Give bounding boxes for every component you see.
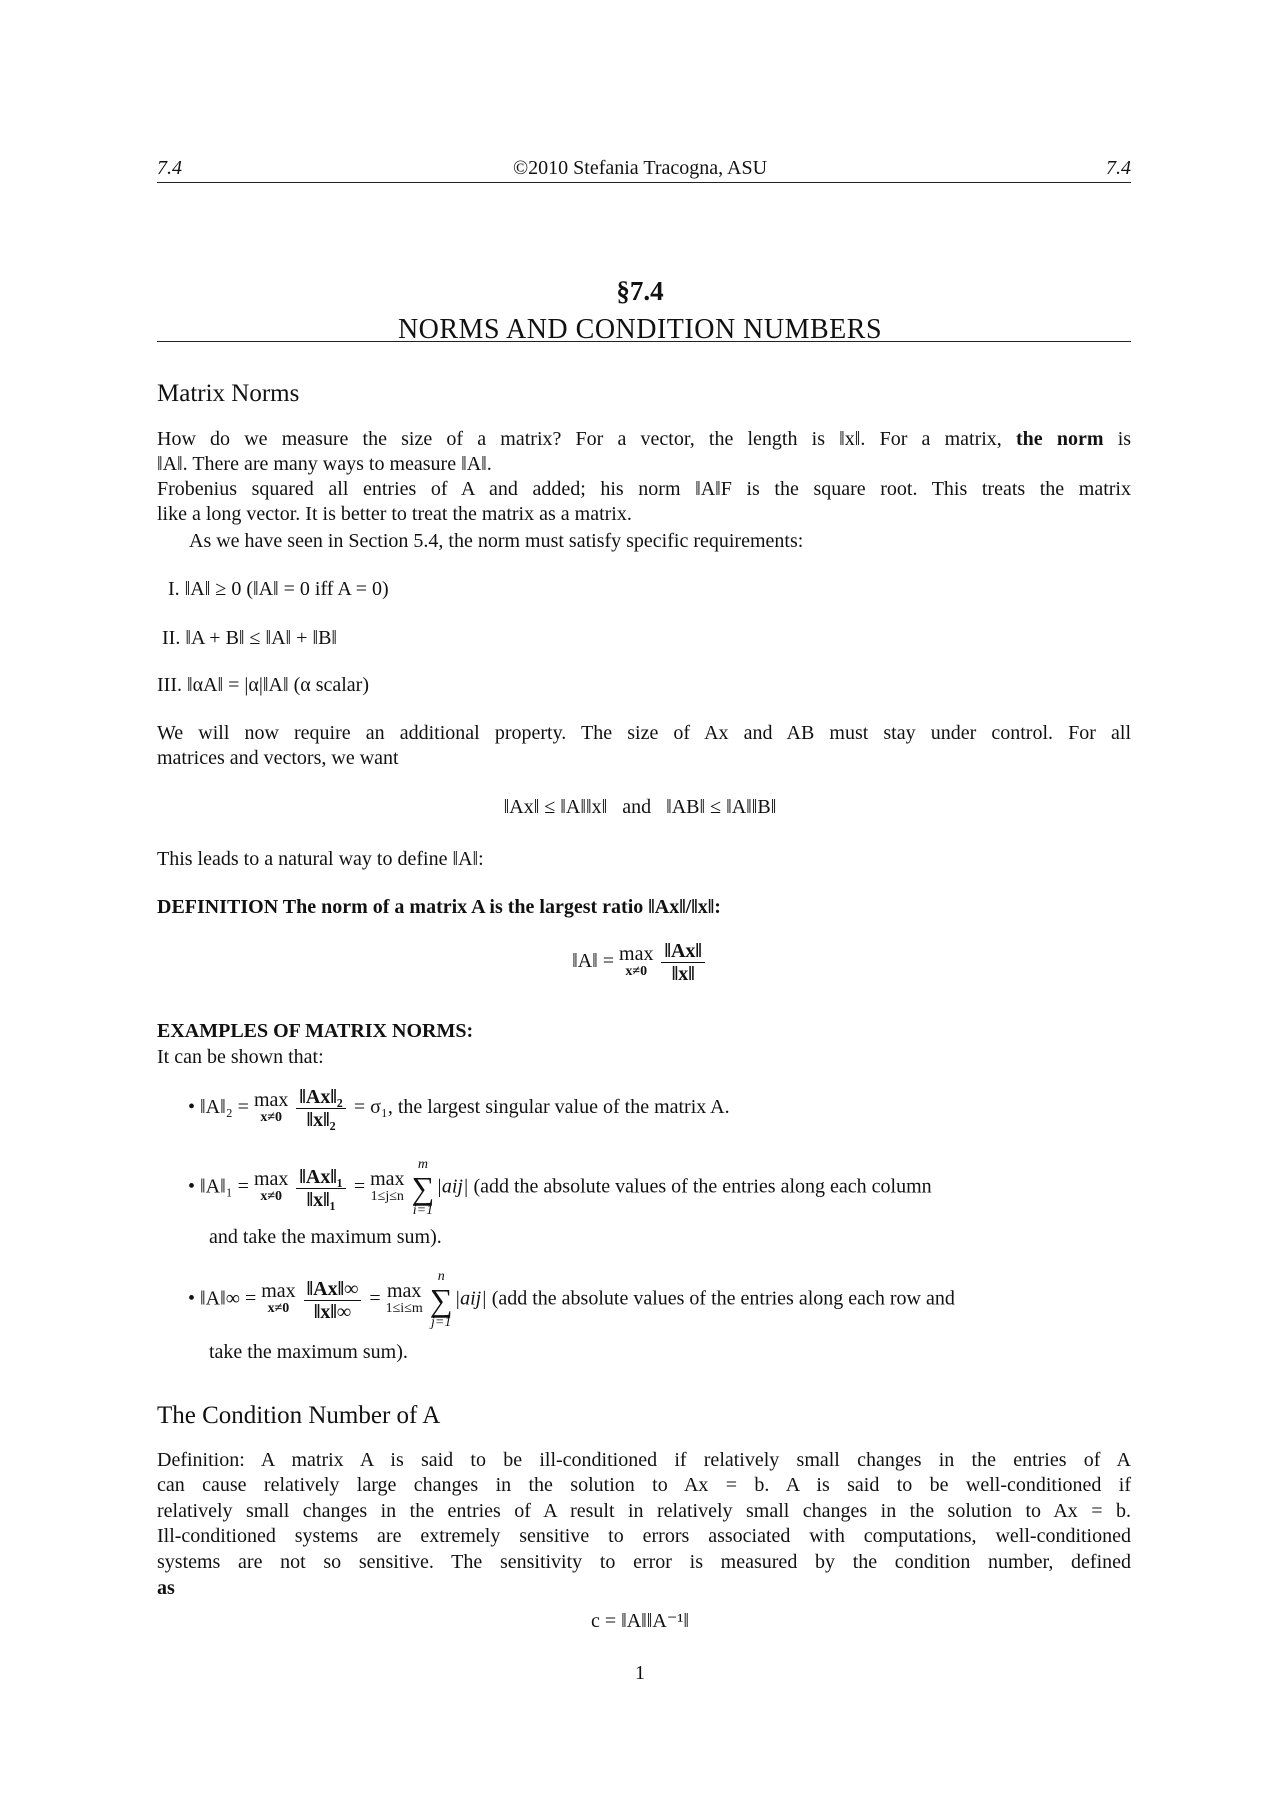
example-1-norm: • ‖A‖₁ = max x≠0 $\frac{\text{‖Ax‖₁}}{\text{‖x‖₁}}$ = max 1≤j≤n m ∑ i=1 |aij| (add the absolute values of the entries along each column (188, 1157, 932, 1218)
section-title: NORMS AND CONDITION NUMBERS (397, 314, 883, 345)
condition-line: Ill-conditioned systems are extremely sensitive to errors associated with computations, well-conditioned (157, 1525, 1131, 1547)
title-rule (157, 341, 1131, 342)
section-number: §7.4 (616, 276, 664, 306)
condition-line: relatively small changes in the entries of A result in relatively small changes in the solution to Ax = b. (157, 1500, 1131, 1522)
requirement-item: III. ‖αA‖ = |α|‖A‖ (α scalar) (157, 674, 370, 696)
condition-line: as (157, 1577, 175, 1599)
condition-number-formula: c = ‖A‖‖A⁻¹‖ (590, 1610, 690, 1632)
condition-line: systems are not so sensitive. The sensitivity to error is measured by the condition number, defined (157, 1551, 1131, 1573)
condition-line: can cause relatively large changes in the solution to Ax = b. A is said to be well-conditioned if (157, 1474, 1131, 1496)
page-number: 1 (635, 1662, 645, 1684)
paragraph-line: like a long vector. It is better to treat the matrix as a matrix. (157, 503, 632, 525)
display-norm-definition: ‖A‖ = max x≠0 $\frac{‖Ax‖}{‖x‖}$ (0, 940, 1280, 985)
heading-examples: EXAMPLES OF MATRIX NORMS: (157, 1020, 474, 1042)
example-inf-norm: • ‖A‖∞ = max x≠0 $\frac{‖Ax‖\infty}{‖x‖\infty}$ = max 1≤i≤m n ∑ j=1 |aij| (add the absolute values of the entries along each row and (188, 1269, 955, 1330)
paragraph-line: Frobenius squared all entries of A and added; his norm ‖A‖F is the square root. This treats the matrix (157, 478, 1131, 500)
header-rule (157, 182, 1131, 183)
condition-line: Definition: A matrix A is said to be ill-conditioned if relatively small changes in the entries of A (157, 1449, 1131, 1471)
header-right: 7.4 (1106, 157, 1131, 179)
header-center: ©2010 Stefania Tracogna, ASU (512, 157, 768, 179)
requirement-item: I. ‖A‖ ≥ 0 (‖A‖ = 0 iff A = 0) (168, 578, 389, 600)
requirement-item: II. ‖A + B‖ ≤ ‖A‖ + ‖B‖ (162, 627, 338, 649)
display-inequality: ‖Ax‖ ≤ ‖A‖‖x‖ and ‖AB‖ ≤ ‖A‖‖B‖ (503, 796, 777, 818)
paragraph-line: How do we measure the size of a matrix? For a vector, the length is ‖x‖. For a matrix, the norm is (157, 428, 1132, 450)
paragraph-line: We will now require an additional property. The size of Ax and AB must stay under control. For all (157, 722, 1131, 744)
example-1-norm-continued: and take the maximum sum). (209, 1226, 442, 1248)
paragraph-line: ‖A‖. There are many ways to measure ‖A‖. (157, 453, 492, 475)
header-left: 7.4 (157, 157, 182, 179)
definition-norm: DEFINITION The norm of a matrix A is the largest ratio ‖Ax‖/‖x‖: (157, 896, 721, 918)
example-inf-norm-continued: take the maximum sum). (209, 1341, 408, 1363)
paragraph-line: This leads to a natural way to define ‖A‖: (157, 848, 484, 870)
examples-intro: It can be shown that: (157, 1046, 324, 1068)
heading-condition-number: The Condition Number of A (157, 1402, 441, 1429)
paragraph-line: As we have seen in Section 5.4, the norm must satisfy specific requirements: (189, 530, 804, 552)
paragraph-line: matrices and vectors, we want (157, 747, 399, 769)
example-2-norm: • ‖A‖₂ = max x≠0 $\frac{\text{‖Ax‖₂}}{\text{‖x‖₂}}$ = σ₁, the largest singular value of the matrix A. (188, 1086, 730, 1131)
heading-matrix-norms: Matrix Norms (157, 380, 300, 407)
